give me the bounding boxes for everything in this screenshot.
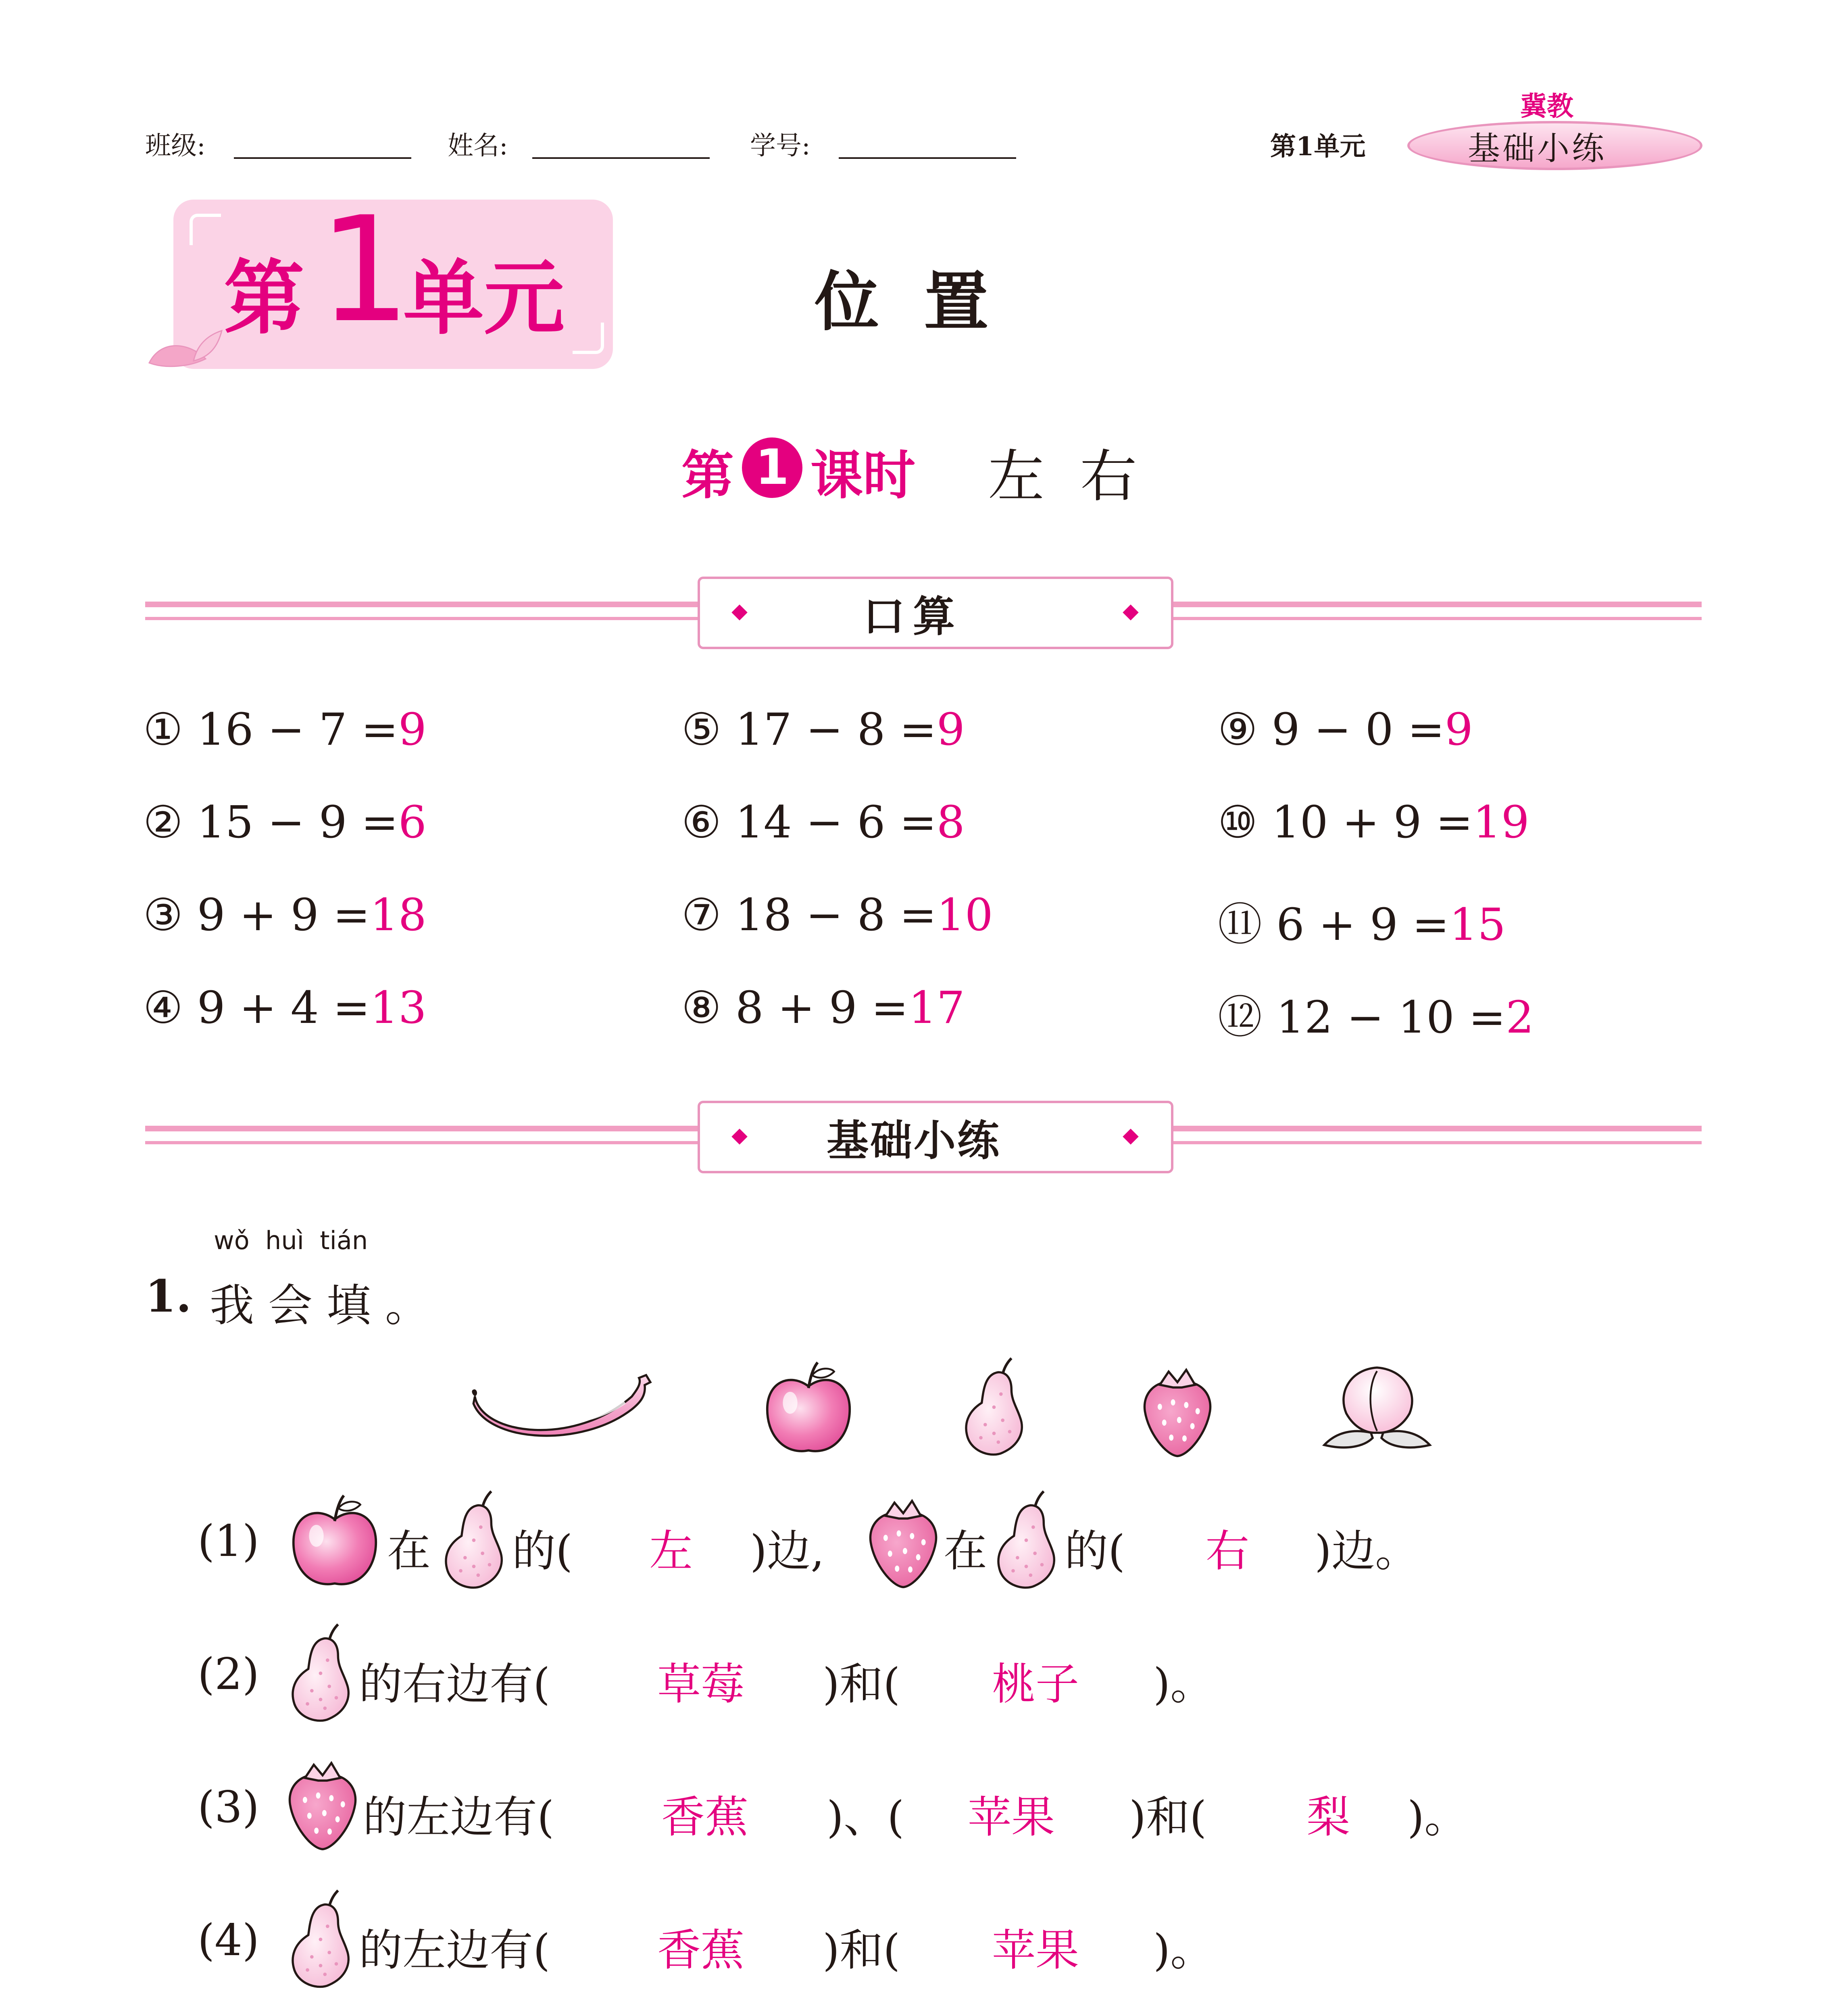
arith-item: ⑩ 10 + 9 =19 <box>1218 796 1529 848</box>
answer-field[interactable]: 苹果 <box>992 1925 1079 1976</box>
name-label: 姓名: <box>448 131 508 161</box>
arith-item: ⑧ 8 + 9 =17 <box>681 982 965 1033</box>
answer-field[interactable]: 香蕉 <box>661 1792 749 1843</box>
unit-prefix: 第 <box>224 252 305 346</box>
arith-answer: 9 <box>398 704 427 755</box>
static-text: )。 <box>1153 1659 1214 1710</box>
unit-title: 位 置 <box>815 264 989 339</box>
lesson-suffix: 课时 <box>810 445 916 506</box>
pear-icon <box>282 1621 359 1726</box>
banana-icon <box>468 1367 653 1447</box>
sub-question-label: (3) <box>198 1782 259 1833</box>
sub-question-label: (1) <box>198 1516 259 1566</box>
static-text: 的右边有( <box>359 1659 550 1710</box>
arith-item: ② 15 − 9 =6 <box>143 796 427 848</box>
strawberry-icon <box>1137 1363 1218 1460</box>
static-text: 在 <box>944 1526 988 1577</box>
name-input[interactable] <box>532 157 710 159</box>
lesson-number: 1 <box>742 437 802 498</box>
arith-answer: 6 <box>398 796 427 848</box>
static-text: )、( <box>827 1792 904 1843</box>
arith-item: ③ 9 + 9 =18 <box>143 889 427 941</box>
arith-item: ⑫ 12 − 10 =2 <box>1218 991 1534 1043</box>
pear-icon <box>282 1887 359 1992</box>
id-input[interactable] <box>839 157 1016 159</box>
arith-item: ④ 9 + 4 =13 <box>143 982 427 1033</box>
static-text: 的左边有( <box>359 1925 550 1976</box>
arith-item: ⑪ 6 + 9 =15 <box>1218 899 1506 950</box>
question-title: 我 会 填 。 <box>210 1280 429 1331</box>
static-text: 的( <box>1065 1526 1125 1577</box>
publisher-label: 冀教 <box>1520 91 1573 122</box>
static-text: )。 <box>1407 1792 1468 1843</box>
leaf-icon <box>145 323 226 371</box>
section-title-oral: 口算 <box>863 592 963 641</box>
header-unit: 第1单元 <box>1270 131 1366 162</box>
series-label: 基础小练 <box>1468 130 1606 167</box>
pear-icon <box>988 1488 1065 1593</box>
class-input[interactable] <box>234 157 411 159</box>
static-text: )边。 <box>1315 1526 1419 1577</box>
peach-icon <box>1319 1359 1436 1456</box>
static-text: 的左边有( <box>363 1792 554 1843</box>
sub-question-label: (4) <box>198 1915 259 1966</box>
static-text: 的( <box>512 1526 573 1577</box>
arith-answer: 19 <box>1473 796 1529 848</box>
arith-answer: 13 <box>370 982 427 1033</box>
question-pinyin: wǒ huì tián <box>214 1226 368 1255</box>
unit-badge-corner <box>573 323 604 354</box>
static-text: )和( <box>1129 1792 1207 1843</box>
unit-suffix: 单元 <box>403 252 565 346</box>
static-text: )。 <box>1153 1925 1214 1976</box>
arith-answer: 17 <box>908 982 965 1033</box>
answer-field[interactable]: 香蕉 <box>657 1925 745 1976</box>
static-text: )边, <box>750 1526 825 1577</box>
answer-field[interactable]: 桃子 <box>992 1659 1079 1710</box>
answer-field[interactable]: 左 <box>649 1526 693 1577</box>
answer-field[interactable]: 草莓 <box>657 1659 745 1710</box>
arith-answer: 9 <box>936 704 965 755</box>
apple-icon <box>284 1492 385 1593</box>
unit-number: 1 <box>319 185 411 354</box>
arith-answer: 15 <box>1449 899 1506 950</box>
static-text: 在 <box>387 1526 431 1577</box>
unit-badge-corner <box>190 214 221 245</box>
answer-field[interactable]: 梨 <box>1306 1792 1350 1843</box>
static-text: )和( <box>823 1925 900 1976</box>
arith-answer: 10 <box>936 889 993 941</box>
id-label: 学号: <box>750 131 810 161</box>
arith-answer: 8 <box>936 796 965 848</box>
arith-item: ⑤ 17 − 8 =9 <box>681 704 965 755</box>
pear-icon <box>956 1355 1032 1460</box>
arith-item: ① 16 − 7 =9 <box>143 704 427 755</box>
sub-question-label: (2) <box>198 1649 259 1699</box>
arith-item: ⑦ 18 − 8 =10 <box>681 889 993 941</box>
strawberry-icon <box>282 1756 363 1853</box>
lesson-title: 左 右 <box>988 444 1137 510</box>
section-title-basic: 基础小练 <box>827 1116 1001 1165</box>
arith-item: ⑥ 14 − 6 =8 <box>681 796 965 848</box>
static-text: )和( <box>823 1659 900 1710</box>
class-label: 班级: <box>145 131 206 161</box>
arith-answer: 2 <box>1506 991 1534 1043</box>
answer-field[interactable]: 右 <box>1206 1526 1250 1577</box>
arith-answer: 9 <box>1444 704 1473 755</box>
lesson-prefix: 第 <box>681 445 734 506</box>
arith-answer: 18 <box>370 889 427 941</box>
strawberry-icon <box>863 1494 944 1591</box>
apple-icon <box>758 1359 859 1460</box>
pear-icon <box>435 1488 512 1593</box>
arith-item: ⑨ 9 − 0 =9 <box>1218 704 1473 755</box>
question-number: 1. <box>145 1270 192 1322</box>
answer-field[interactable]: 苹果 <box>968 1792 1055 1843</box>
